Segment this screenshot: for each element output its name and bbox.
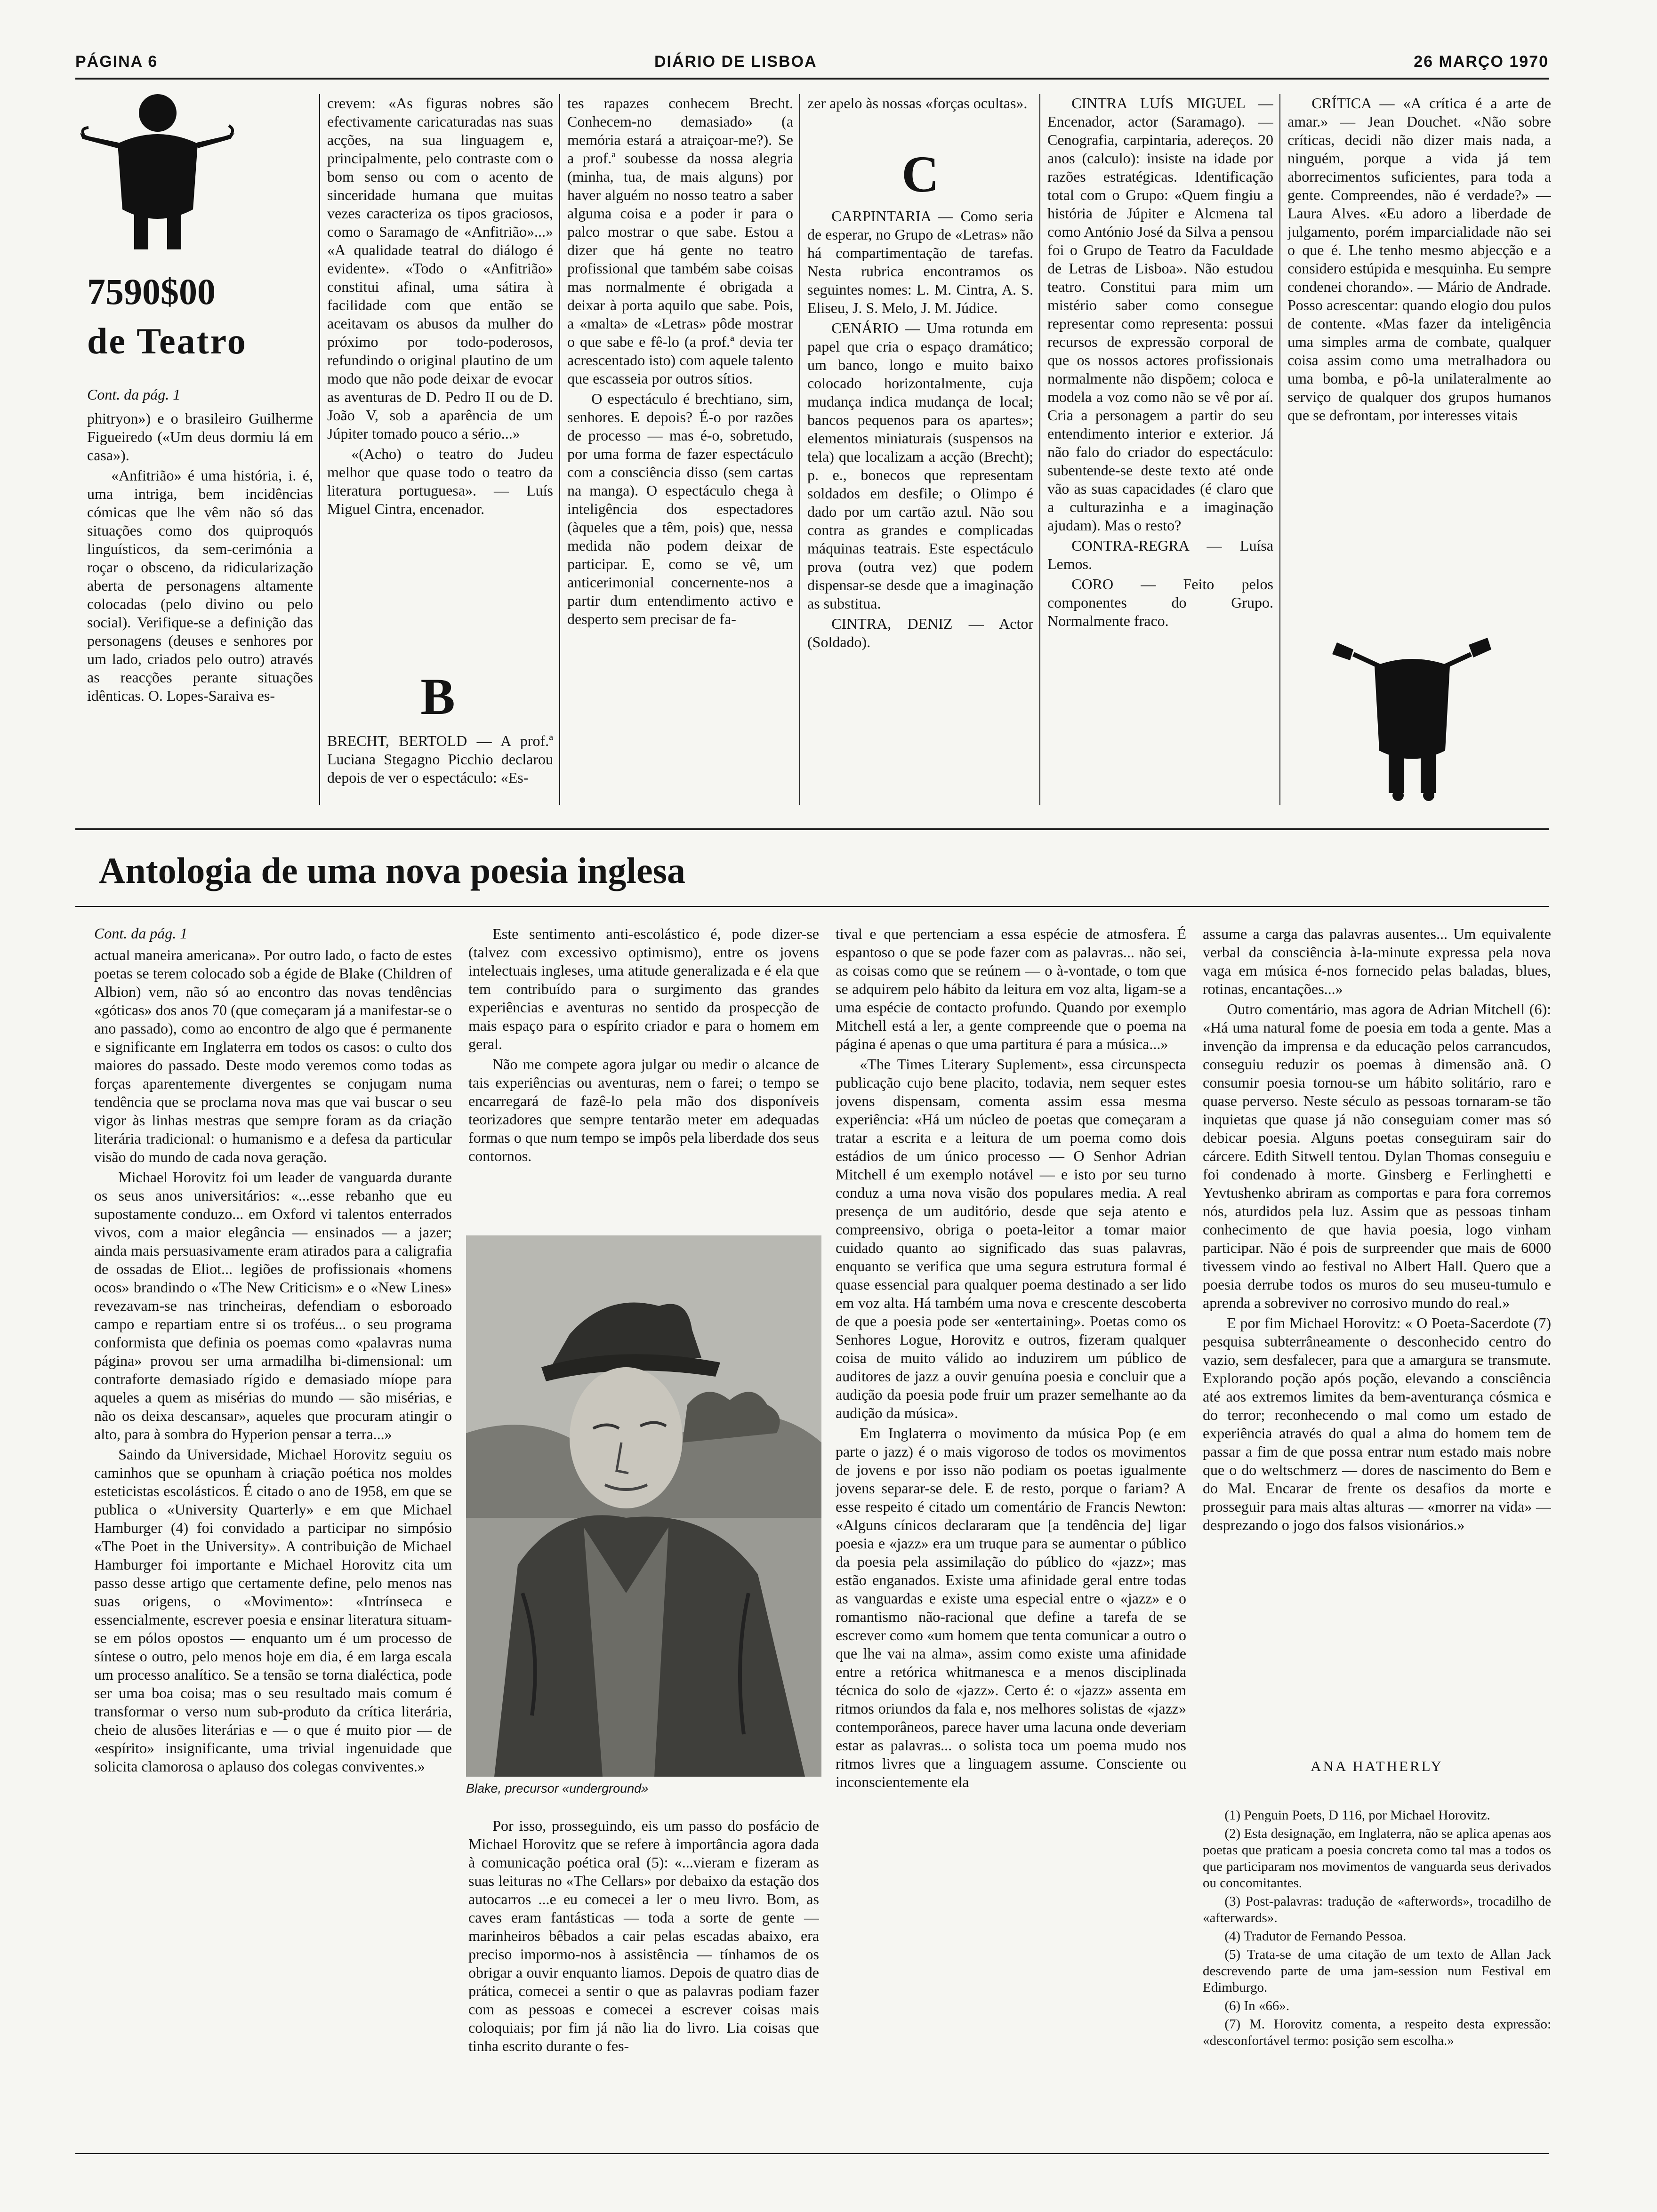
author-signature: ANA HATHERLY bbox=[1311, 1758, 1443, 1774]
teatro-column-6 bbox=[1287, 94, 1551, 626]
theatre-figure-illustration-2 bbox=[1327, 633, 1497, 802]
page-number: PÁGINA 6 bbox=[75, 53, 158, 71]
paragraph: Por isso, prosseguindo, eis um passo do posfácio de Michael Horovitz que se refere à importância agora dada à comunicação poética oral (5): «...vieram e fizeram as suas leituras no «The Cellars» por debaixo da estação dos autocarros ...e eu comecei a ler o meu livro. Bom, as caves eram fantásticas — toda a sorte de gente — marinheiros bêbados a cair pelas escadas abaixo, era preciso impormo-nos à assistência — tínhamos de os obrigar a ouvir enquanto liamos. Depois de quatro dias de prática, comecei a sentir o que as palavras podiam fazer com as pessoas e comecei a escrever coisas mais coloquiais; por fim já não lia do livro. Lia coisas que tinha escrito durante o fes- bbox=[468, 1817, 819, 2054]
paragraph: CORO — Feito pelos componentes do Grupo. Normalmente fraco. bbox=[1047, 576, 1273, 629]
teatro-column-4 bbox=[807, 207, 1033, 807]
paragraph: CINTRA, DENIZ — Actor (Soldado). bbox=[807, 615, 1033, 650]
column-divider bbox=[1279, 94, 1280, 805]
footnote: (6) In «66». bbox=[1224, 1998, 1290, 2013]
newspaper-name: DIÁRIO DE LISBOA bbox=[654, 53, 817, 71]
headline-price: 7590$00 bbox=[87, 271, 216, 312]
paragraph: crevem: «As figuras nobres são efectivamente caricaturadas nas suas acções, na sua linguagem e, principalmente, pelo contraste com o bom senso ou com o acento de sinceridade humana que muitas vezes caracteriza os tipos graciosos, como o Saramago de «Anfitrião»...» «A qualidade teatral do diálogo é evidente». «Todo o «Anfitrião» constitui afinal, uma sátira à facilidade com que então se aceitavam os abusos da mulher do próximo por todo-poderosos, refundindo o original plautino de um modo que não pode deixar de evocar as aventuras de D. Pedro II ou de D. João V, sob a aparência de um Júpiter tomado pouco a sério...» bbox=[327, 95, 553, 442]
paragraph: tes rapazes conhecem Brecht. Conhecem-no demasiado» (a memória estará a atraiçoar-me?). Se a prof.ª soubesse da nossa alegria (minha, tua, de mais alguns) por haver alguém no nosso teatro a saber alguma coisa e a poder ir para o palco mostrar o que sabe. Estou a dizer que há gente no teatro profissional que também sabe coisas mas normalmente é obrigada a deixar à porta aquilo que sabe. Pois, a «malta» de «Letras» pôde mostrar o que sabe e fê-lo (a prof.ª devia ter acrescentado isto) com aquele talento que escasseia por outros sítios. bbox=[567, 95, 793, 387]
teatro-column-3 bbox=[567, 94, 793, 807]
paragraph: BRECHT, BERTOLD — A prof.ª Luciana Stegagno Picchio declarou depois de ver o espectáculo: «Es- bbox=[327, 732, 553, 786]
poesia-column-1 bbox=[94, 946, 452, 2137]
poesia-column-2 bbox=[468, 925, 819, 1221]
paragraph: tival e que pertenciam a essa espécie de atmosfera. É espantoso o que se pode fazer com as palavras... não sei, as coisas como que se reúnem — o à-vontade, o tom que se adquirem pelo hábito da leitura em voz alta, ligam-se a uma espécie de contacto profundo. Quando por exemplo Mitchell está a ler, a gente compreende que o poema na página é apenas o que uma partitura é para a música...» bbox=[836, 925, 1186, 1052]
footnote: (7) M. Horovitz comenta, a respeito desta expressão: «desconfortável termo: posição sem escolha.» bbox=[1203, 2017, 1551, 2048]
paragraph: CARPINTARIA — Como seria de esperar, no Grupo de «Letras» não há compartimentação de tarefas. Nesta rubrica encontramos os seguintes nomes: L. M. Cintra, A. S. Eliseu, J. S. Melo, J. M. Júdice. bbox=[807, 208, 1033, 316]
paragraph: Outro comentário, mas agora de Adrian Mitchell (6): «Há uma natural fome de poesia em toda a gente. Mas a invenção da imprensa e da educação pelos carrancudos, conseguiu reduzir os poemas à dimensão anã. O consumir poesia tornou-se um hábito solitário, raro e quase perverso. Neste século as pessoas tornaram-se tão inquietas que quase já não conseguiam comer mas só debicar poesia. Alguns poetas conseguiram sair do cárcere. Edith Sitwell tentou. Dylan Thomas conseguiu e foi condenado à morte. Ginsberg e Ferlinghetti e Yevtushenko abriram as comportas e para fora corremos nós, aturdidos pela luz. Assim que as pessoas tinham conhecimento de que havia poesia, logo vinham participar. Não é pois de surpreender que mais de 6000 tivessem vindo ao festival no Albert Hall. Quero que a poesia derrube todos os muros do seu museu-tumulo e aprenda a sobreviver no corrosivo mundo do real.» bbox=[1203, 1001, 1551, 1311]
paragraph: Michael Horovitz foi um leader de vanguarda durante os seus anos universitários: «...esse rebanho que eu supostamente conduzo... em Oxford vi talentos enterrados vivos, com a maior elegância — ensinados — a jazer; ainda mais persuasivamente eram atirados para a caligrafia de ossadas de Eliot... legiões de profissionais «homens ocos» brandindo o «The New Criticism» e o «New Lines» revezavam-se nas trincheiras, defendiam o esboroado campo e repartiam entre si os troféus... o seu programa conformista que definia os poemas como «palavras numa página» provou ser uma armadilha bi-dimensional: um contraforte demasiado rígido e demasiado míope para aqueles a quem as misérias do mundo — são misérias, e não os deixa descansar», aqueles que procuram atingir o alto, para à sombra do Hyperion pensar a terra...» bbox=[94, 1169, 452, 1443]
paragraph: CONTRA-REGRA — Luísa Lemos. bbox=[1047, 537, 1273, 572]
paragraph: CENÁRIO — Uma rotunda em papel que cria o espaço dramático; um banco, longo e muito baixo colocado horizontalmente, cuja mudança indica mudança de local; bancos pequenos para os apartes»; elementos miniaturais (suspensos na tela) que localizam a acção (Brecht); p. e., bonecos que representam soldados em desfile; o Olimpo é dado por um cartão azul. Não sou contra as grandes e complicadas máquinas teatrais. Este espectáculo prova (outra vez) que podem dispensar-se desde que a imaginação as substitua. bbox=[807, 320, 1033, 612]
paragraph: assume a carga das palavras ausentes... Um equivalente verbal da consciência à-la-minute expressa pela nova vaga em música é-nos fornecido pelas baladas, blues, rotinas, encantações...» bbox=[1203, 925, 1551, 997]
section-letter-b: B bbox=[420, 668, 455, 725]
footnote: (1) Penguin Poets, D 116, por Michael Horovitz. bbox=[1224, 1808, 1490, 1823]
poesia-column-4 bbox=[1203, 925, 1551, 1753]
poesia-column-2-continued bbox=[468, 1817, 819, 2137]
continuation-note: Cont. da pág. 1 bbox=[94, 925, 188, 942]
footnote: (4) Tradutor de Fernando Pessoa. bbox=[1224, 1929, 1407, 1944]
paragraph: actual maneira americana». Por outro lado, o facto de estes poetas se terem colocado sob a égide de Blake (Children of Albion) vem, não só ao encontro das novas tendências «góticas» dos anos 70 (que começaram já a manifestar-se o ano passado), como ao encontro de algo que é permanente e significante em Inglaterra em todos os casos: o culto dos maiores do passado. Deste modo veremos como todas as forças aparentemente divergentes se conjugam numa tendência que se proclama nova mas que vai buscar o seu vigor às linhas mestras que sempre foram as da criação literária tradicional: o humanismo e a defesa da particular visão do mundo de cada nova geração. bbox=[94, 946, 452, 1165]
paragraph: Em Inglaterra o movimento da música Pop (e em parte o jazz) é o mais vigoroso de todos os movimentos de jovens e por isso não podiam os poetas igualmente jovens separar-se dele. E de resto, porque o fariam? A esse respeito é citado um comentário de Francis Newton: «Alguns cínicos declararam que [a tendência de] ligar poesia e «jazz» era um truque para se aumentar o público da poesia pela assimilação do público do «jazz»; mas estão enganados. Existe uma afinidade geral entre todas as vanguardas e existe uma especial entre o «jazz» e o romantismo não-racional que define a tarefa de se escrever como «um homem que tenta comunicar a outro o que lhe vai na alma», assim como existe uma afinidade entre a retórica whitmanesca e a menos disciplinada técnica do solo de «jazz». Certo é: o «jazz» assenta em ritmos oriundos da fala e, nos melhores solistas de «jazz» contemporâneos, parece haver uma lacuna onde deveriam estar as palavras... o solista toca um poema mudo nos ritmos livres que a linguagem assume. Consciente ou inconscientemente ela bbox=[836, 1425, 1186, 1790]
poesia-column-3 bbox=[836, 925, 1186, 2137]
column-divider bbox=[799, 94, 800, 805]
teatro-column-2-entry bbox=[327, 732, 553, 807]
page-header bbox=[75, 53, 1549, 76]
blake-portrait-photo bbox=[466, 1235, 821, 1777]
continuation-note: Cont. da pág. 1 bbox=[87, 386, 181, 403]
photo-caption: Blake, precursor «underground» bbox=[466, 1781, 649, 1795]
footnotes bbox=[1203, 1807, 1551, 2137]
footnote: (5) Trata-se de uma citação de um texto de Allan Jack descrevendo parte de uma jam-session num Festival em Edimburgo. bbox=[1203, 1947, 1551, 1995]
teatro-column-4-intro bbox=[807, 94, 1033, 136]
section-letter-c: C bbox=[901, 145, 939, 203]
footnote: (2) Esta designação, em Inglaterra, não se aplica apenas aos poetas que praticam a poesia concreta como tal mas a todos os que participaram nos movimentos de vanguarda seus derivados ou concomitantes. bbox=[1203, 1826, 1551, 1891]
headline-title: de Teatro bbox=[87, 321, 247, 361]
paragraph: «Anfitrião» é uma história, i. é, uma intriga, bem incidências cómicas que lhe vêm não só das situações como dos quiproquós linguísticos, da sem-cerimónia a roçar o obsceno, da ridicularização aberta de personagens altamente colocadas (pelo divino ou pelo social). Verifique-se a definição das personagens (deuses e senhores por um lado, criados pelo outro) através as reacções perante situações idênticas. O. Lopes-Saraiva es- bbox=[87, 467, 313, 704]
paragraph: phitryon») e o brasileiro Guilherme Figueiredo («Um deus dormiu lá em casa»). bbox=[87, 410, 313, 464]
article-headline: Antologia de uma nova poesia inglesa bbox=[99, 850, 685, 891]
paragraph: «(Acho) o teatro do Judeu melhor que quase todo o teatro da literatura portuguesa». — Luís Miguel Cintra, encenador. bbox=[327, 445, 553, 517]
teatro-column-1 bbox=[87, 409, 313, 814]
paragraph: CINTRA LUÍS MIGUEL — Encenador, actor (Saramago). — Cenografia, carpintaria, adereços. 20 anos (calculo): insiste na idade por razões estratégicas. Identificação total com o Grupo: «Quem fingiu a história de Júpiter e Alcmena tal como António José da Silva a pensou foi o Grupo de Teatro da Faculdade de Letras de Lisboa». Não estudou teatro. Constitui para mim um mistério saber como consegue representar como representa: possui recursos de expressão corporal de que os nossos actores profissionais normalmente não dispõem; coloca e modela a voz como não se vê por aí. Cria a personagem a partir do seu entendimento interior e exterior. Já não falo do criador do espectáculo: subentende-se deste texto até onde vão as suas capacidades (é claro que a culturazinha e a imaginação ajudam). Mas o resto? bbox=[1047, 95, 1273, 534]
column-divider bbox=[559, 94, 560, 805]
bottom-rule bbox=[75, 2153, 1549, 2154]
paragraph: «The Times Literary Suplement», essa circunspecta publicação cujo bene placito, todavia, nem sequer estes jovens dispensam, comenta assim essa mesma experiência: «Há um núcleo de poetas que começaram a tratar a escrita e a leitura de um poema como dois estádios de um único processo — O Senhor Adrian Mitchell é um exemplo notável — e isto por seu turno conduz a uma nova visão dos populares media. A real presença de um auditório, desde que seja atento e compreensivo, obriga o poeta-leitor a tomar maior cuidado quanto ao significado das suas palavras, enquanto se verifica que uma segura estrutura formal é quase essencial para qualquer poema destinado a ser lido em voz alta. Há também uma nova e crescente descoberta de que a poesia pode ser «entertaining». Poetas como os Senhores Logue, Horovitz e outros, fizeram qualquer coisa de muito válido ao induzirem um público de auditores de jazz a ouvir genuína poesia e concluir que a audição da poesia pode fruir um prazer semelhante ao da audição da música». bbox=[836, 1056, 1186, 1421]
footnote: (3) Post-palavras: tradução de «afterwords», trocadilho de «afterwards». bbox=[1203, 1894, 1551, 1925]
section-rule bbox=[75, 828, 1549, 830]
column-divider bbox=[1039, 94, 1040, 805]
paragraph: O espectáculo é brechtiano, sim, senhores. E depois? É-o por razões de processo — mas é-o, sobretudo, por uma forma de fazer espectáculo com a consciência disso (sem cartas na manga). O espectáculo chega à inteligência dos espectadores (àqueles que a têm, pois) que, nessa medida não podem deixar de participar. E, como se vê, um anticerimonial concernente-nos a partir dum entendimento activo e desperto sem precisar de fa- bbox=[567, 390, 793, 627]
issue-date: 26 MARÇO 1970 bbox=[1414, 53, 1549, 71]
theatre-figure-illustration bbox=[80, 92, 235, 254]
paragraph: zer apelo às nossas «forças ocultas». bbox=[807, 95, 1028, 112]
teatro-column-2 bbox=[327, 94, 553, 654]
paragraph: E por fim Michael Horovitz: « O Poeta-Sacerdote (7) pesquisa subterrâneamente o desconhecido centro do vazio, sem desfalecer, para que a amargura se transmute. Explorando poção após poção, elevando a consciência até aos extremos limites da bem-aventurança cósmica e do terror; reconhecendo o mal como um estado de experiência através do qual a alma do homem tem de passar a fim de que possa entrar num estado mais nobre que o do weltschmerz — dores de nascimento do Bem e do Mal. Encarar de frente os desafios da morte e prosseguir para mais altas alturas — «morrer na vida» — desprezando o jogo dos falsos visionários.» bbox=[1203, 1314, 1551, 1533]
headline-rule bbox=[75, 906, 1549, 907]
paragraph: Não me compete agora julgar ou medir o alcance de tais experiências ou aventuras, nem o farei; o tempo se encarregará de fazê-lo pela mão dos disponíveis teorizadores que sempre tentarão meter em adequadas formas o que num tempo se impôs pela liberdade dos seus contornos. bbox=[468, 1056, 819, 1164]
column-divider bbox=[319, 94, 320, 805]
paragraph: CRÍTICA — «A crítica é a arte de amar.» — Jean Douchet. «Não sobre críticas, decidi não dizer mais nada, a ninguém, porque a vida já tem aborrecimentos suficientes, para toda a gente. Compreendes, não é verdade?» — Laura Alves. «Eu adoro a liberdade de julgamento, porém imparcialidade não sei o que é. Lhe tenho mesmo abjecção e a considero estúpida e mesquinha. Eu sempre condenei chorando». — Mário de Andrade. Posso acrescentar: quando elogio dou pulos de contente. «Mas fazer da inteligência uma simples arma de combate, qualquer coisa assim como uma metralhadora ou uma bomba, e pô-la unilateralmente ao serviço de qualquer dos grupos humanos que se defrontam, por interesses vitais bbox=[1287, 95, 1551, 424]
paragraph: Este sentimento anti-escolástico é, pode dizer-se (talvez com excessivo optimismo), entre os jovens intelectuais ingleses, uma atitude generalizada e é ela que tem contribuído para o surgimento das grandes experiências e aventuras no sentido da prospecção de mais espaço para o espírito criador e para o homem em geral. bbox=[468, 925, 819, 1052]
header-rule bbox=[75, 78, 1549, 80]
paragraph: Saindo da Universidade, Michael Horovitz seguiu os caminhos que se opunham à criação poética nos moldes esteticistas escolásticos. É citado o ano de 1958, em que se publica o «University Quarterly» e em que Michael Hamburger (4) foi convidado a participar no simpósio «The Poet in the University». A contribuição de Michael Hamburger foi importante e Michael Horovitz cita um passo desse artigo que certamente define, pelo menos nas suas origens, o «Movimento»: «Intrínseca e essencialmente, escrever poesia e ensinar literatura situam-se em pólos opostos — enquanto um é um processo de síntese o outro, pelo menos hoje em dia, é em larga escala um processo analítico. Se a tensão se torna dialéctica, pode ser uma boa coisa; mas o seu resultado mais comum é transformar o verso num sub-produto da crítica literária, cheio de alusões literárias e — o que é muito pior — de «espírito» insignificante, uma trivial ingenuidade que solicita clamorosa o aplauso dos colegas conviventes.» bbox=[94, 1446, 452, 1775]
teatro-column-5 bbox=[1047, 94, 1273, 807]
